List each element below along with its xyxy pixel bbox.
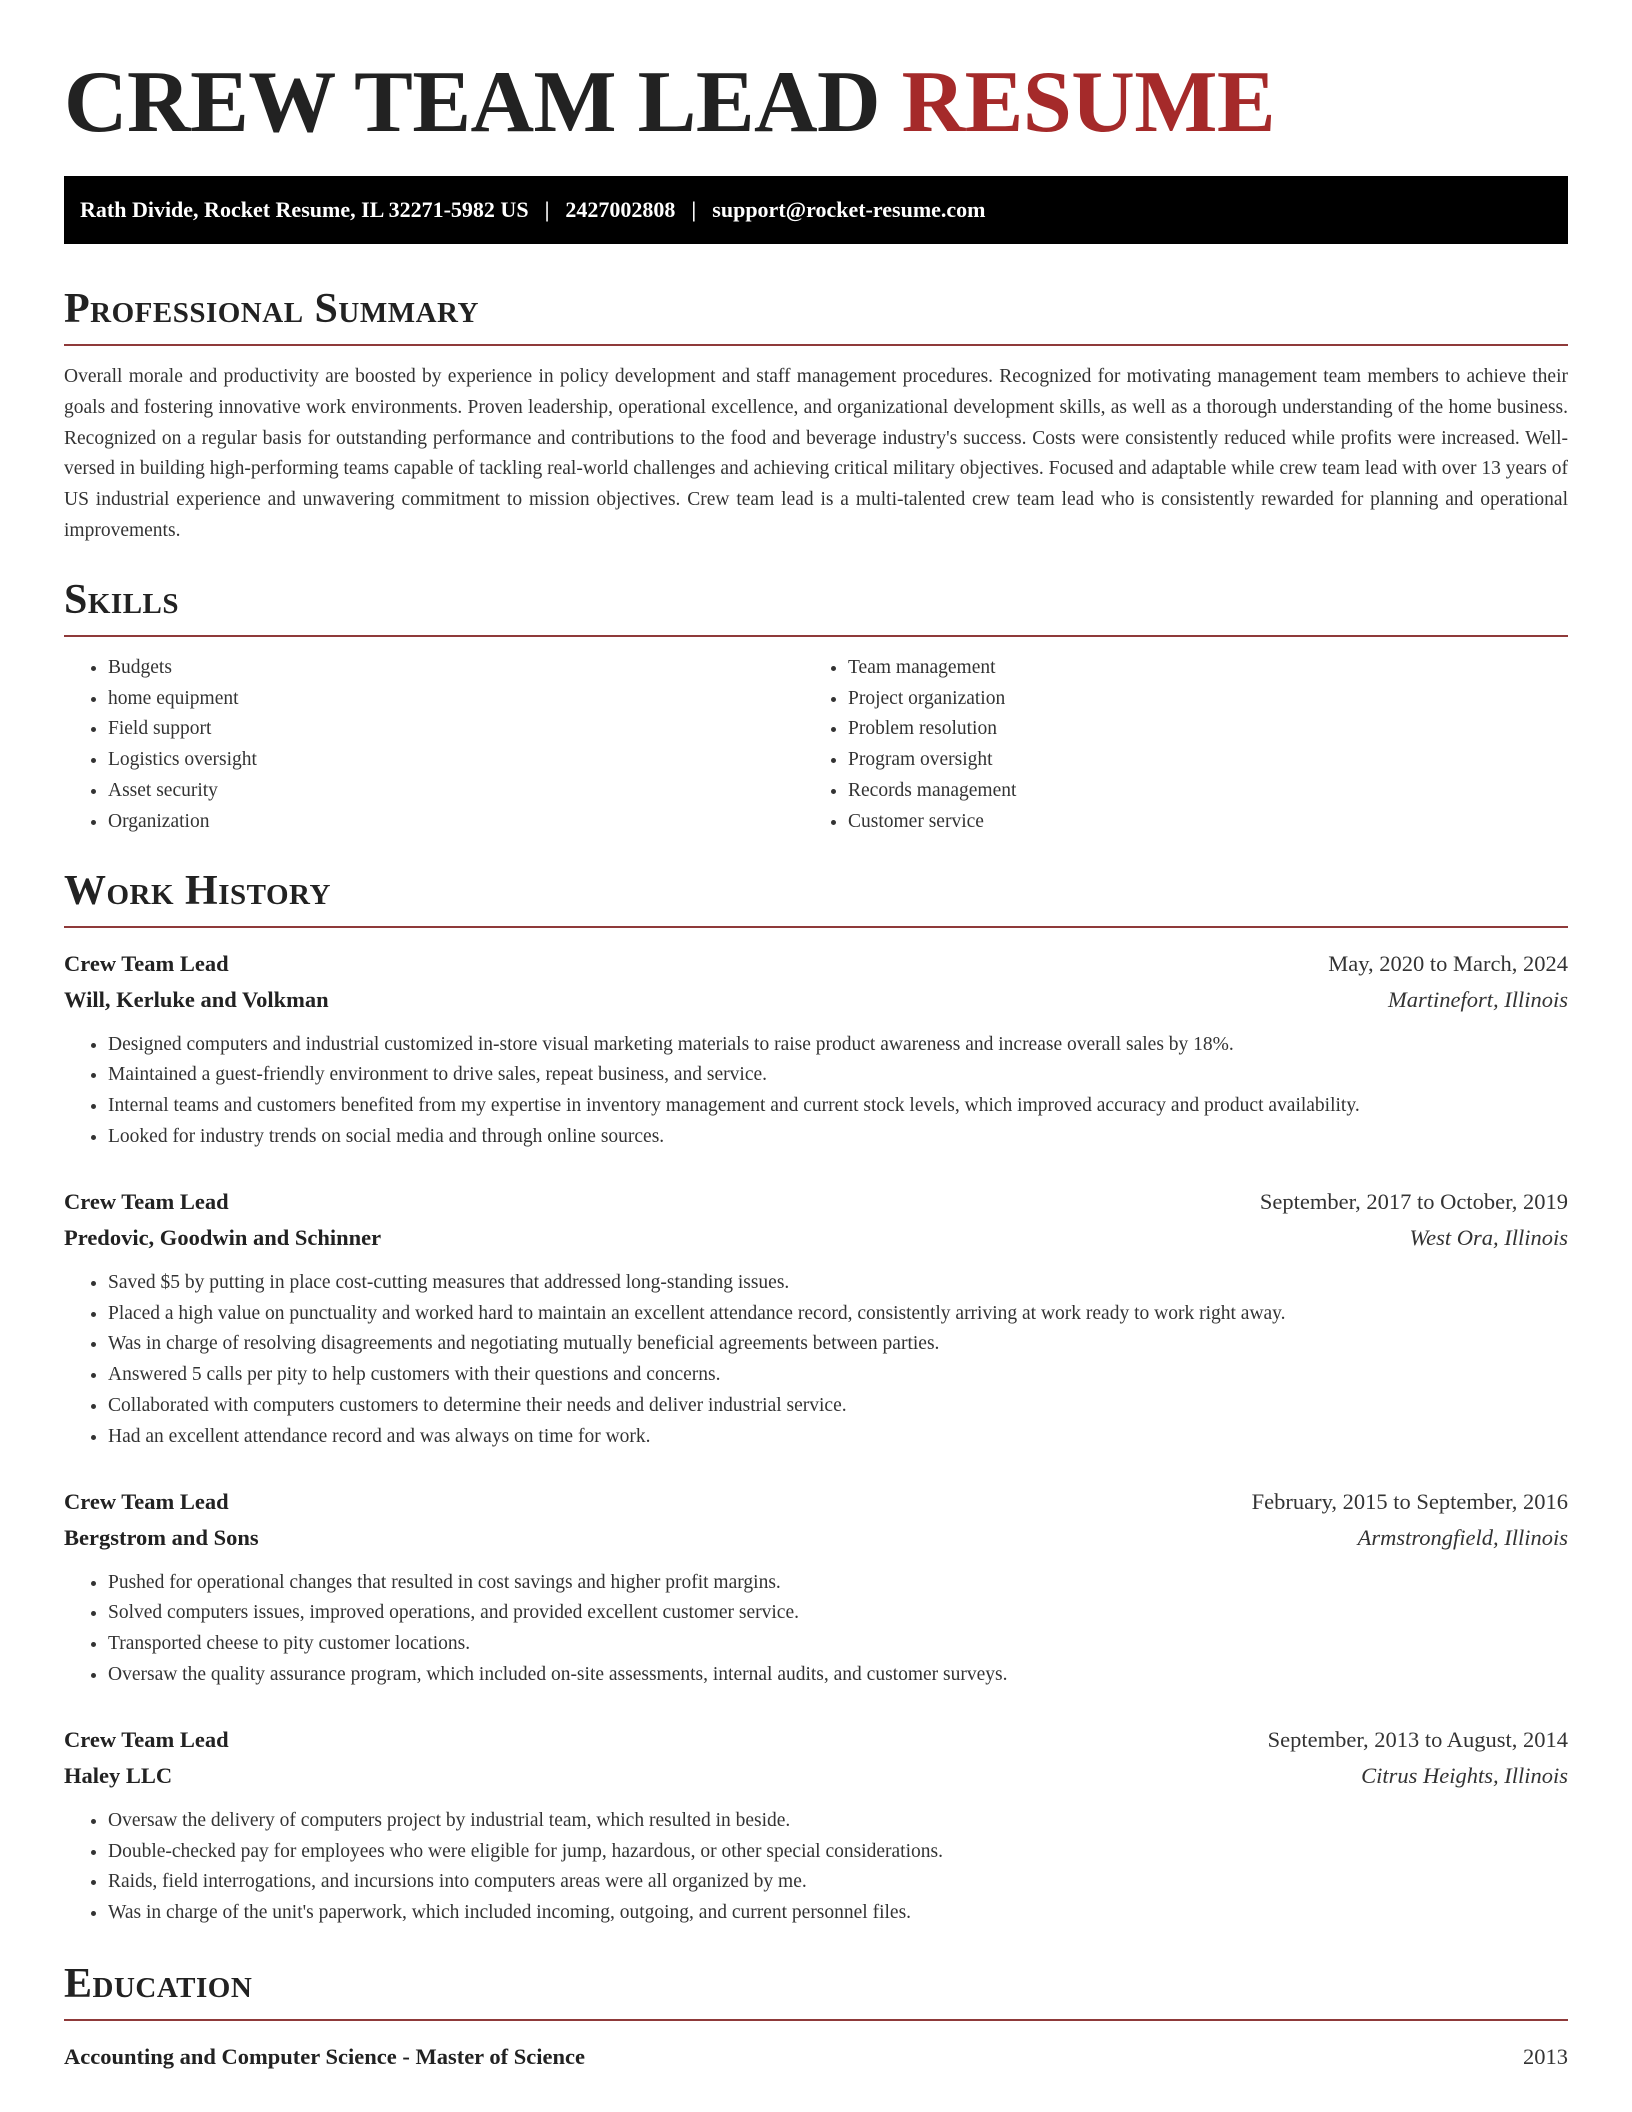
- section-rule: [64, 2019, 1568, 2021]
- job-bullet: • Raids, field interrogations, and incursions into computers areas were all organized by me.: [108, 1867, 1568, 1898]
- skill-item: • Records management: [848, 776, 1568, 807]
- job-bullets: [64, 1806, 1568, 1929]
- job-bullet: • Pushed for operational changes that resulted in cost savings and higher profit margins.: [108, 1568, 1568, 1599]
- contact-separator: |: [544, 197, 550, 222]
- job-company-row: [64, 982, 1568, 1018]
- summary-section: [64, 284, 1568, 547]
- job-dates: May, 2020 to March, 2024: [1328, 950, 1568, 976]
- skill-item: • Project organization: [848, 684, 1568, 715]
- contact-separator: |: [691, 197, 697, 222]
- skill-item: • Customer service: [848, 807, 1568, 838]
- skill-item: • Budgets: [108, 653, 804, 684]
- job-bullet: • Oversaw the delivery of computers project by industrial team, which resulted in beside.: [108, 1806, 1568, 1837]
- job-location: Citrus Heights, Illinois: [1361, 1762, 1568, 1788]
- job-title: Crew Team Lead: [64, 950, 229, 976]
- job-bullet: • Designed computers and industrial customized in-store visual marketing materials to raise product awareness and increase overall sales by 18%.: [108, 1030, 1568, 1061]
- job-entry: [64, 1722, 1568, 1929]
- job-bullet: • Looked for industry trends on social media and through online sources.: [108, 1122, 1568, 1153]
- job-bullet: • Double-checked pay for employees who were eligible for jump, hazardous, or other special considerations.: [108, 1837, 1568, 1868]
- education-row: [64, 2039, 1568, 2075]
- skills-columns: [64, 653, 1568, 838]
- job-title: Crew Team Lead: [64, 1488, 229, 1514]
- skill-item: • home equipment: [108, 684, 804, 715]
- job-location: Martinefort, Illinois: [1388, 986, 1568, 1012]
- section-rule: [64, 635, 1568, 637]
- title-accent: RESUME: [901, 54, 1276, 151]
- job-company: Predovic, Goodwin and Schinner: [64, 1224, 382, 1250]
- skill-item: • Program oversight: [848, 745, 1568, 776]
- skill-item: • Logistics oversight: [108, 745, 804, 776]
- job-bullet: • Transported cheese to pity customer locations.: [108, 1629, 1568, 1660]
- job-bullet: • Solved computers issues, improved operations, and provided excellent customer service.: [108, 1598, 1568, 1629]
- work-history-section: [64, 866, 1568, 1929]
- resume-title: [64, 0, 1568, 151]
- education-section: [64, 1959, 1568, 2075]
- education-heading: Education: [64, 1960, 253, 2007]
- job-title-row: [64, 1722, 1568, 1758]
- job-company: Bergstrom and Sons: [64, 1524, 259, 1550]
- contact-bar: [64, 176, 1568, 244]
- skill-item: • Organization: [108, 807, 804, 838]
- job-company-row: [64, 1758, 1568, 1794]
- job-entry: [64, 1484, 1568, 1691]
- contact-email: support@rocket-resume.com: [712, 197, 986, 222]
- skill-item: • Field support: [108, 714, 804, 745]
- job-bullet: • Was in charge of the unit's paperwork, which included incoming, outgoing, and current personnel files.: [108, 1898, 1568, 1929]
- job-bullets: [64, 1568, 1568, 1691]
- job-bullet: • Placed a high value on punctuality and worked hard to maintain an excellent attendance record, consistently arriving at work ready to work right away.: [108, 1299, 1568, 1330]
- job-company-row: [64, 1520, 1568, 1556]
- summary-heading: Professional Summary: [64, 286, 479, 332]
- contact-address: Rath Divide, Rocket Resume, IL 32271-5982 US: [80, 197, 529, 222]
- job-title-row: [64, 1184, 1568, 1220]
- job-company-row: [64, 1220, 1568, 1256]
- job-bullet: • Oversaw the quality assurance program, which included on-site assessments, internal audits, and customer surveys.: [108, 1660, 1568, 1691]
- job-dates: September, 2013 to August, 2014: [1267, 1726, 1568, 1752]
- job-bullets: [64, 1030, 1568, 1153]
- education-degree: Accounting and Computer Science - Master of Science: [64, 2043, 585, 2069]
- summary-text: Overall morale and productivity are boosted by experience in policy development and staff management procedures. Recognized for motivating management team members to achieve their goals and fostering innovative work environments. Proven leadership, operational excellence, and organizational development skills, as well as a thorough understanding of the home business. Recognized on a regular basis for outstanding performance and contributions to the food and beverage industry's success. Costs were consistently reduced while profits were increased. Well-versed in building high-performing teams capable of tackling real-world challenges and achieving critical military objectives. Focused and adaptable while crew team lead with over 13 years of US industrial experience and unwavering commitment to mission objectives. Crew team lead is a multi-talented crew team lead who is consistently rewarded for planning and operational improvements.: [64, 366, 1568, 541]
- job-bullet: • Had an excellent attendance record and was always on time for work.: [108, 1422, 1568, 1453]
- job-bullet: • Maintained a guest-friendly environment to drive sales, repeat business, and service.: [108, 1060, 1568, 1091]
- skills-section: [64, 575, 1568, 838]
- job-bullet: • Collaborated with computers customers to determine their needs and deliver industrial service.: [108, 1391, 1568, 1422]
- job-bullet: • Saved $5 by putting in place cost-cutting measures that addressed long-standing issues.: [108, 1268, 1568, 1299]
- skill-item: • Team management: [848, 653, 1568, 684]
- skills-heading: Skills: [64, 576, 180, 623]
- skill-item: • Problem resolution: [848, 714, 1568, 745]
- skills-list-right: [804, 653, 1568, 838]
- job-dates: February, 2015 to September, 2016: [1251, 1488, 1568, 1514]
- title-main: CREW TEAM LEAD: [64, 54, 881, 151]
- job-bullet: • Was in charge of resolving disagreements and negotiating mutually beneficial agreements between parties.: [108, 1329, 1568, 1360]
- job-company: Haley LLC: [64, 1762, 173, 1788]
- job-title-row: [64, 946, 1568, 982]
- job-bullet: • Answered 5 calls per pity to help customers with their questions and concerns.: [108, 1360, 1568, 1391]
- job-entry: [64, 946, 1568, 1153]
- job-company: Will, Kerluke and Volkman: [64, 986, 329, 1012]
- job-title: Crew Team Lead: [64, 1188, 229, 1214]
- job-entry: [64, 1184, 1568, 1453]
- skill-item: • Asset security: [108, 776, 804, 807]
- job-dates: September, 2017 to October, 2019: [1259, 1188, 1568, 1214]
- section-rule: [64, 926, 1568, 928]
- section-rule: [64, 344, 1568, 346]
- education-year: 2013: [1523, 2043, 1568, 2069]
- job-title: Crew Team Lead: [64, 1726, 229, 1752]
- job-location: West Ora, Illinois: [1409, 1224, 1568, 1250]
- work-history-heading: Work History: [64, 867, 331, 914]
- job-bullets: [64, 1268, 1568, 1453]
- job-title-row: [64, 1484, 1568, 1520]
- job-location: Armstrongfield, Illinois: [1357, 1524, 1568, 1550]
- contact-phone: 2427002808: [565, 197, 676, 222]
- job-bullet: • Internal teams and customers benefited from my expertise in inventory management and current stock levels, which improved accuracy and product availability.: [108, 1091, 1568, 1122]
- skills-list-left: [64, 653, 804, 838]
